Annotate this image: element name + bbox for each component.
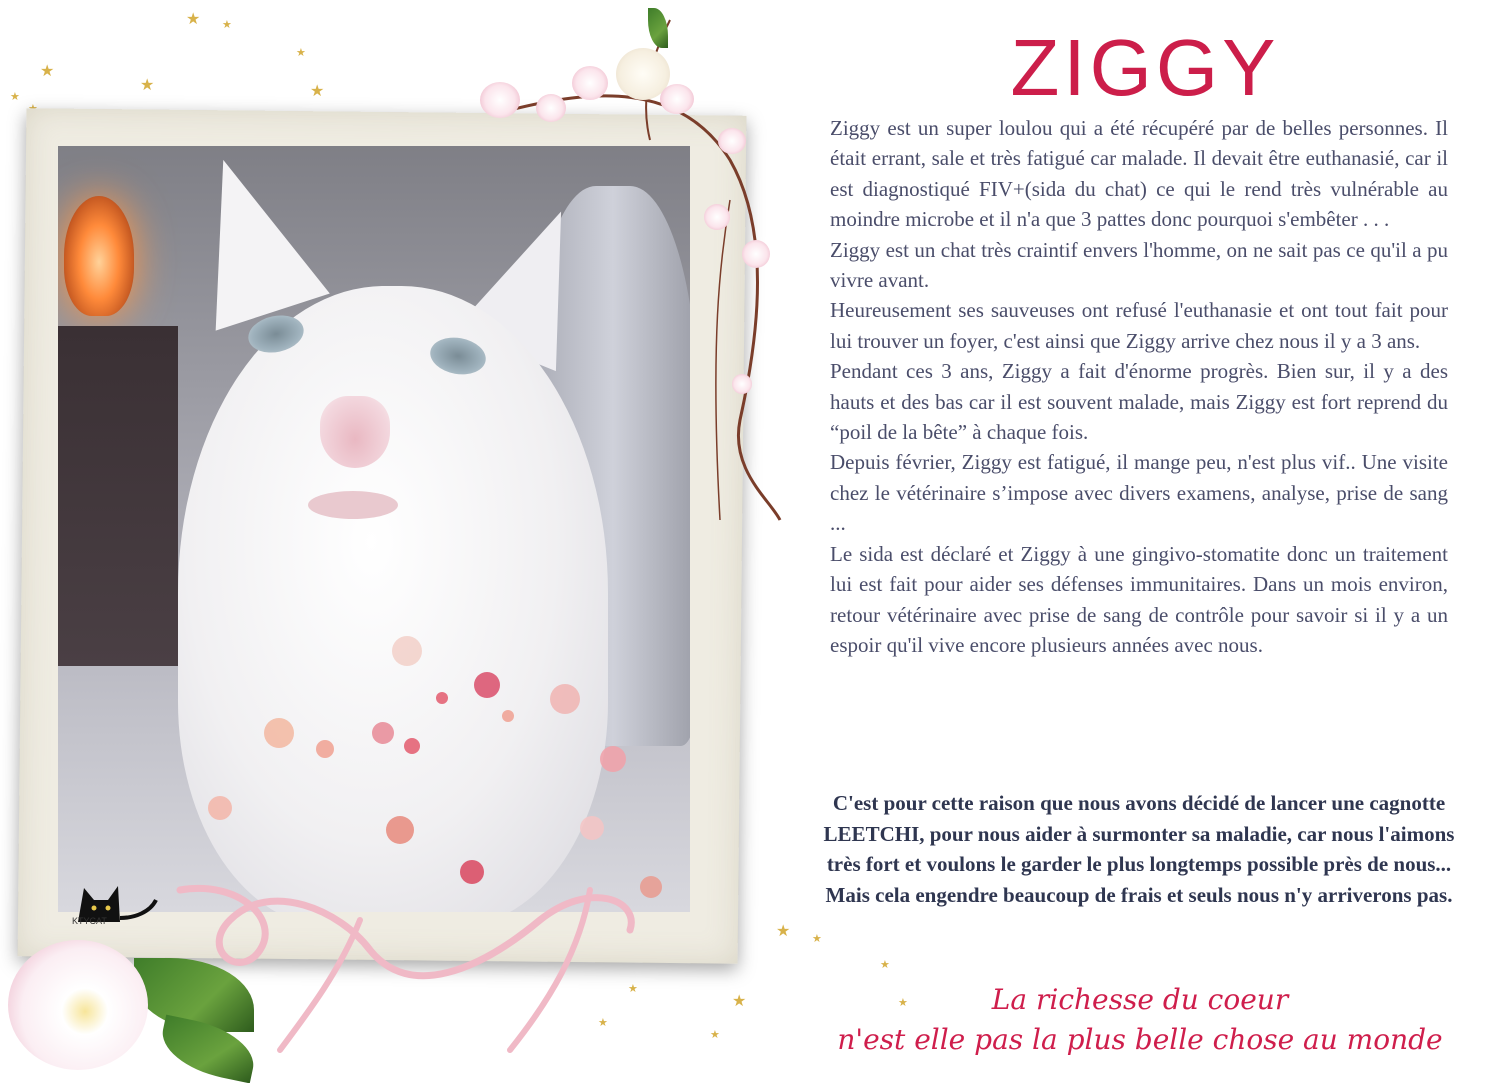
- quote-line: La richesse du coeur: [991, 983, 1289, 1016]
- cat-ear-left: [166, 146, 330, 331]
- star-icon: ★: [140, 77, 155, 94]
- page-title: ZIGGY: [1010, 23, 1280, 112]
- star-icon: ★: [898, 997, 908, 1009]
- story-paragraph: Pendant ces 3 ans, Ziggy a fait d'énorme progrès. Bien sur, il y a des hauts et des bas car il est souvent malade, mais Ziggy est fort reprend du “poil de la bête” à chaque fois.: [830, 359, 1448, 445]
- star-icon: ★: [812, 933, 822, 945]
- star-icon: ★: [222, 19, 232, 31]
- closing-quote: [800, 980, 1480, 1060]
- story-paragraph: Le sida est déclaré et Ziggy à une gingivo-stomatite donc un traitement lui est fait pour aider ses défenses immunitaires. Dans un mois environ, retour vétérinaire avec prise de sang de contrôle pour savoir si il y a un espoir qu'il vive encore plusieurs années avec nous.: [830, 541, 1448, 657]
- blossom-icon: [660, 84, 694, 114]
- logo-text: KTYCAT: [72, 916, 107, 926]
- shelf: [58, 326, 178, 666]
- star-icon: ★: [10, 91, 20, 103]
- blossom-icon: [572, 66, 608, 100]
- appeal-paragraph: Mais cela engendre beaucoup de frais et seuls nous n'y arriverons pas.: [825, 882, 1453, 907]
- blossom-icon: [8, 940, 148, 1070]
- star-icon: ★: [628, 983, 638, 995]
- star-icon: ★: [186, 11, 201, 28]
- confetti-dot: [474, 672, 500, 698]
- cat-nose: [320, 396, 390, 468]
- confetti-dot: [550, 684, 580, 714]
- confetti-dot: [502, 710, 514, 722]
- confetti-dot: [386, 816, 414, 844]
- appeal-paragraph: C'est pour cette raison que nous avons décidé de lancer une cagnotte LEETCHI, pour nous aider à surmonter sa maladie, car nous l'aimons très fort et voulons le garder le plus longtemps possible près de nous...: [823, 791, 1455, 876]
- star-icon: ★: [40, 63, 55, 80]
- star-icon: ★: [732, 993, 747, 1010]
- star-icon: ★: [710, 1029, 720, 1041]
- cat-mouth: [308, 491, 398, 519]
- blossom-icon: [718, 128, 746, 154]
- blossom-icon: [536, 94, 566, 122]
- star-icon: ★: [296, 47, 306, 59]
- star-icon: ★: [310, 83, 325, 100]
- confetti-dot: [436, 692, 448, 704]
- confetti-dot: [264, 718, 294, 748]
- blossom-icon: [704, 204, 730, 230]
- story-paragraph: Heureusement ses sauveuses ont refusé l'euthanasie et ont tout fait pour lui trouver un foyer, c'est ainsi que Ziggy arrive chez nous il y a 3 ans.: [830, 298, 1448, 353]
- appeal-text: [818, 788, 1460, 910]
- story-paragraph: Depuis février, Ziggy est fatigué, il mange peu, n'est plus vif.. Une visite chez le vétérinaire s’impose avec divers examens, analyse, prise de sang ...: [830, 450, 1448, 536]
- star-icon: ★: [776, 923, 791, 940]
- story-text: [830, 113, 1448, 660]
- confetti-dot: [392, 636, 422, 666]
- star-icon: ★: [880, 959, 890, 971]
- ribbon-icon: [160, 860, 680, 1060]
- confetti-dot: [372, 722, 394, 744]
- confetti-dot: [580, 816, 604, 840]
- story-paragraph: Ziggy est un chat très craintif envers l'homme, on ne sait pas ce qu'il a pu vivre avant.: [830, 237, 1448, 293]
- star-icon: ★: [598, 1017, 608, 1029]
- blossom-icon: [480, 82, 520, 118]
- blossom-icon: [732, 374, 752, 394]
- confetti-dot: [316, 740, 334, 758]
- confetti-dot: [404, 738, 420, 754]
- confetti-dot: [600, 746, 626, 772]
- salt-lamp: [64, 196, 134, 316]
- blossom-icon: [742, 240, 770, 268]
- quote-line: n'est elle pas la plus belle chose au monde: [837, 1023, 1443, 1056]
- confetti-dot: [208, 796, 232, 820]
- story-paragraph: Ziggy est un super loulou qui a été récupéré par de belles personnes. Il était errant, sale et très fatigué car malade. Il devait être euthanasié, car il est diagnostiqué FIV+(sida du chat) ce qui le rend très vulnérable au moindre microbe et il n'a que 3 pattes donc pourquoi s'embêter . . .: [830, 116, 1448, 232]
